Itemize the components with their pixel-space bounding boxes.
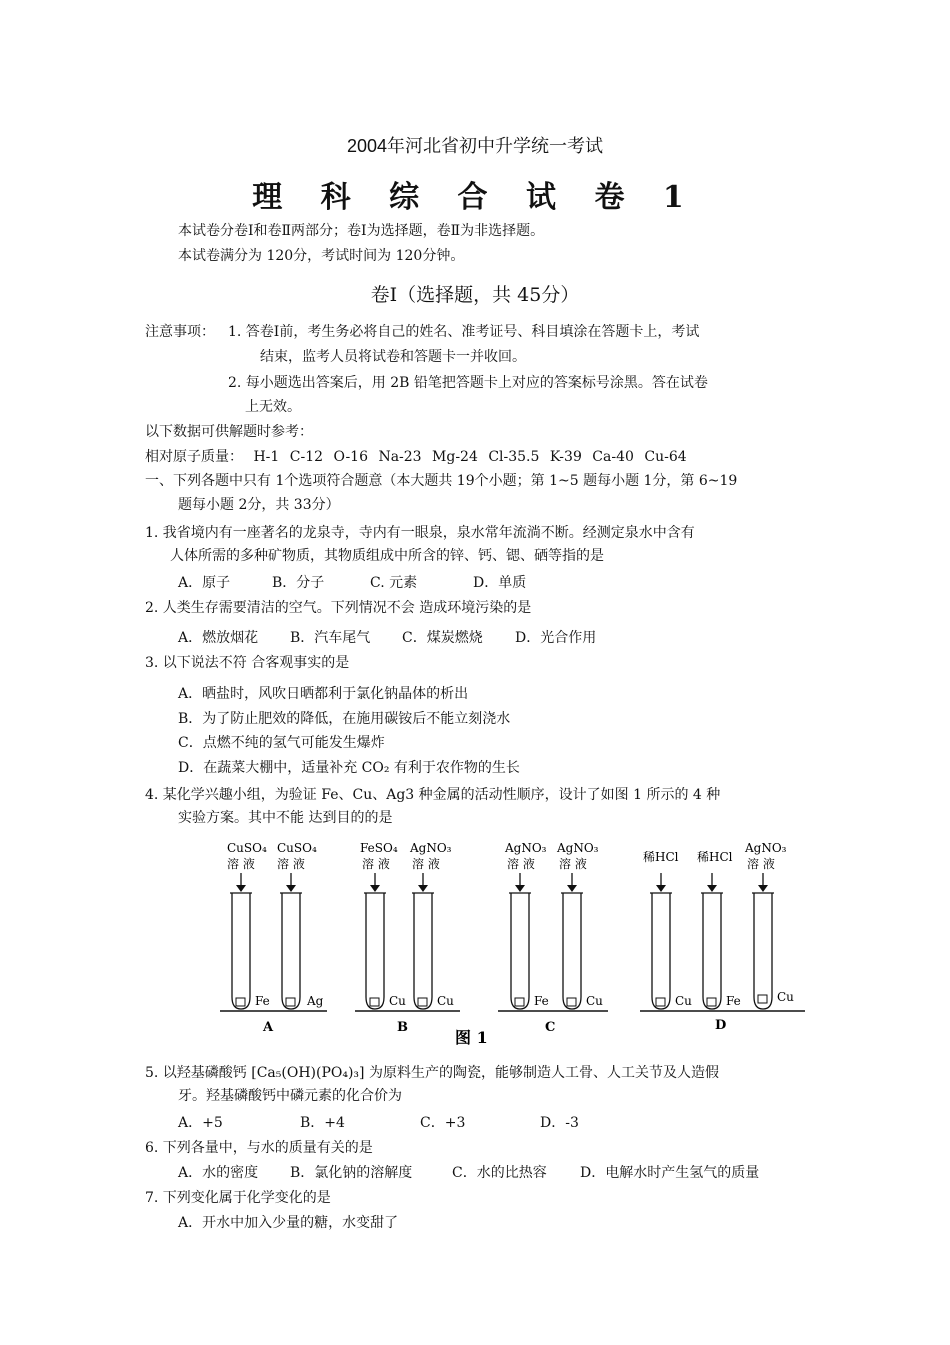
q5-option-a: A．+5 xyxy=(178,1115,223,1131)
metal-label: Cu xyxy=(675,994,692,1008)
metal-label: Cu xyxy=(389,994,406,1008)
q2-option-b: B．汽车尾气 xyxy=(290,630,371,646)
label-solution: 溶 液 xyxy=(277,857,305,871)
atomic-masses: 相对原子质量： H-1 C-12 O-16 Na-23 Mg-24 Cl-35.5 K-39 Ca-40 Cu-64 xyxy=(145,449,687,465)
test-tube xyxy=(230,893,252,1009)
q2-option-c: C．煤炭燃烧 xyxy=(402,630,483,646)
part1-line-2: 题每小题 2分，共 33分） xyxy=(178,497,340,513)
q2-option-d: D．光合作用 xyxy=(515,630,597,646)
metal-label: Fe xyxy=(255,994,270,1008)
note-2-line-2: 上无效。 xyxy=(245,399,301,415)
reference-intro: 以下数据可供解题时参考： xyxy=(145,424,313,440)
notes-label: 注意事项： xyxy=(145,324,215,340)
q2-stem: 2. 人类生存需要清洁的空气。下列情况不会 造成环境污染的是 xyxy=(145,600,532,616)
metal-piece xyxy=(758,995,767,1003)
metal-piece xyxy=(707,998,716,1006)
q5-stem-line-1: 5. 以羟基磷酸钙 [Ca₅(OH)(PO₄)₃] 为原料生产的陶瓷，能够制造人工骨、人工关节及人造假 xyxy=(145,1065,719,1081)
q3-option-d: D．在蔬菜大棚中，适量补充 CO₂ 有利于农作物的生长 xyxy=(178,760,520,776)
metal-piece xyxy=(418,998,427,1006)
q6-option-a: A．水的密度 xyxy=(178,1165,259,1181)
q4-stem-line-2: 实验方案。其中不能 达到目的的是 xyxy=(178,810,393,826)
group-d xyxy=(640,841,805,1033)
q1-stem-line-2: 人体所需的多种矿物质，其物质组成中所含的锌、钙、锶、硒等指的是 xyxy=(170,548,604,564)
part1-line-1: 一、下列各题中只有 1个选项符合题意（本大题共 19个小题；第 1~5 题每小题 1分，第 6~19 xyxy=(145,473,738,489)
intro-line-2: 本试卷满分为 120分，考试时间为 120分钟。 xyxy=(178,248,465,264)
q7-stem: 7. 下列变化属于化学变化的是 xyxy=(145,1190,331,1206)
arrow-head xyxy=(370,885,380,892)
label-solution: 溶 液 xyxy=(747,857,775,871)
q5-option-b: B．+4 xyxy=(300,1115,345,1131)
group-c xyxy=(498,841,608,1035)
label-solution: 溶 液 xyxy=(362,857,390,871)
q5-option-d: D．-3 xyxy=(540,1115,579,1131)
paper-title: 理 科 综 合 试 卷 1 xyxy=(252,180,698,215)
arrow-head xyxy=(567,885,577,892)
q6-option-b: B．氯化钠的溶解度 xyxy=(290,1165,413,1181)
label-dilute-hcl: 稀HCl xyxy=(643,850,679,864)
q1-option-a: A．原子 xyxy=(178,575,231,591)
q1-stem-line-1: 1. 我省境内有一座著名的龙泉寺，寺内有一眼泉，泉水常年流淌不断。经测定泉水中含有 xyxy=(145,525,695,541)
note-1-line-2: 结束，监考人员将试卷和答题卡一并收回。 xyxy=(260,349,526,365)
group-a xyxy=(220,841,327,1035)
label-agno3: AgNO₃ xyxy=(505,841,547,855)
metal-label: Cu xyxy=(437,994,454,1008)
arrow-head xyxy=(758,885,768,892)
metal-piece xyxy=(236,998,245,1006)
label-cuso4: CuSO₄ xyxy=(227,841,267,855)
q6-option-c: C．水的比热容 xyxy=(452,1165,547,1181)
q3-option-a: A．晒盐时，风吹日晒都利于氯化钠晶体的析出 xyxy=(178,686,469,702)
q3-option-c: C．点燃不纯的氢气可能发生爆炸 xyxy=(178,735,385,751)
intro-line-1: 本试卷分卷Ⅰ和卷Ⅱ两部分；卷Ⅰ为选择题，卷Ⅱ为非选择题。 xyxy=(178,223,545,239)
q1-option-d: D．单质 xyxy=(473,575,527,591)
metal-label: Cu xyxy=(586,994,603,1008)
label-solution: 溶 液 xyxy=(412,857,440,871)
metal-label: Cu xyxy=(777,990,794,1004)
metal-label: Fe xyxy=(534,994,549,1008)
label-cuso4: CuSO₄ xyxy=(277,841,317,855)
note-1-line-1: 1. 答卷Ⅰ前，考生务必将自己的姓名、准考证号、科目填涂在答题卡上，考试 xyxy=(228,324,700,340)
test-tube xyxy=(752,893,774,1009)
q6-option-d: D．电解水时产生氢气的质量 xyxy=(580,1165,760,1181)
q2-option-a: A．燃放烟花 xyxy=(178,630,259,646)
q1-option-c: C. 元素 xyxy=(370,575,418,591)
test-tube xyxy=(650,893,672,1009)
group-b xyxy=(355,841,460,1035)
q7-option-a: A．开水中加入少量的糖，水变甜了 xyxy=(178,1215,399,1231)
label-dilute-hcl: 稀HCl xyxy=(697,850,733,864)
label-feso4: FeSO₄ xyxy=(360,841,398,855)
q3-stem: 3. 以下说法不符 合客观事实的是 xyxy=(145,655,350,671)
label-solution: 溶 液 xyxy=(559,857,587,871)
label-agno3: AgNO₃ xyxy=(745,841,787,855)
test-tube xyxy=(509,893,531,1009)
arrow-head xyxy=(707,885,717,892)
group-letter: B xyxy=(397,1020,408,1035)
group-letter: C xyxy=(545,1020,556,1035)
arrow-head xyxy=(286,885,296,892)
q5-stem-line-2: 牙。羟基磷酸钙中磷元素的化合价为 xyxy=(178,1088,402,1104)
group-letter: A xyxy=(263,1020,274,1035)
test-tube xyxy=(280,893,302,1009)
metal-piece xyxy=(567,998,576,1006)
label-agno3: AgNO₃ xyxy=(557,841,599,855)
metal-label: Ag xyxy=(307,994,324,1008)
q4-stem-line-1: 4. 某化学兴趣小组，为验证 Fe、Cu、Ag3 种金属的活动性顺序，设计了如图 1 所示的 4 种 xyxy=(145,787,721,803)
figure-caption: 图 1 xyxy=(455,1028,488,1047)
arrow-head xyxy=(656,885,666,892)
label-solution: 溶 液 xyxy=(227,857,255,871)
metal-piece xyxy=(286,998,295,1006)
q6-stem: 6. 下列各量中，与水的质量有关的是 xyxy=(145,1140,373,1156)
section-title: 卷Ⅰ（选择题，共 45分） xyxy=(370,284,580,306)
q3-option-b: B．为了防止肥效的降低，在施用碳铵后不能立刻浇水 xyxy=(178,711,511,727)
arrow-head xyxy=(515,885,525,892)
test-tube xyxy=(701,893,723,1009)
metal-label: Fe xyxy=(726,994,741,1008)
label-solution: 溶 液 xyxy=(507,857,535,871)
test-tube xyxy=(561,893,583,1009)
metal-piece xyxy=(656,998,665,1006)
figure-1 xyxy=(215,835,815,1050)
metal-piece xyxy=(515,998,524,1006)
metal-piece xyxy=(370,998,379,1006)
test-tube xyxy=(412,893,434,1009)
label-agno3: AgNO₃ xyxy=(410,841,452,855)
arrow-head xyxy=(236,885,246,892)
group-letter: D xyxy=(715,1018,727,1033)
arrow-head xyxy=(418,885,428,892)
note-2-line-1: 2. 每小题选出答案后，用 2B 铅笔把答题卡上对应的答案标号涂黑。答在试卷 xyxy=(228,375,708,391)
exam-title: 2004年河北省初中升学统一考试 xyxy=(346,136,604,156)
q1-option-b: B．分子 xyxy=(272,575,325,591)
test-tube xyxy=(364,893,386,1009)
q5-option-c: C．+3 xyxy=(420,1115,466,1131)
